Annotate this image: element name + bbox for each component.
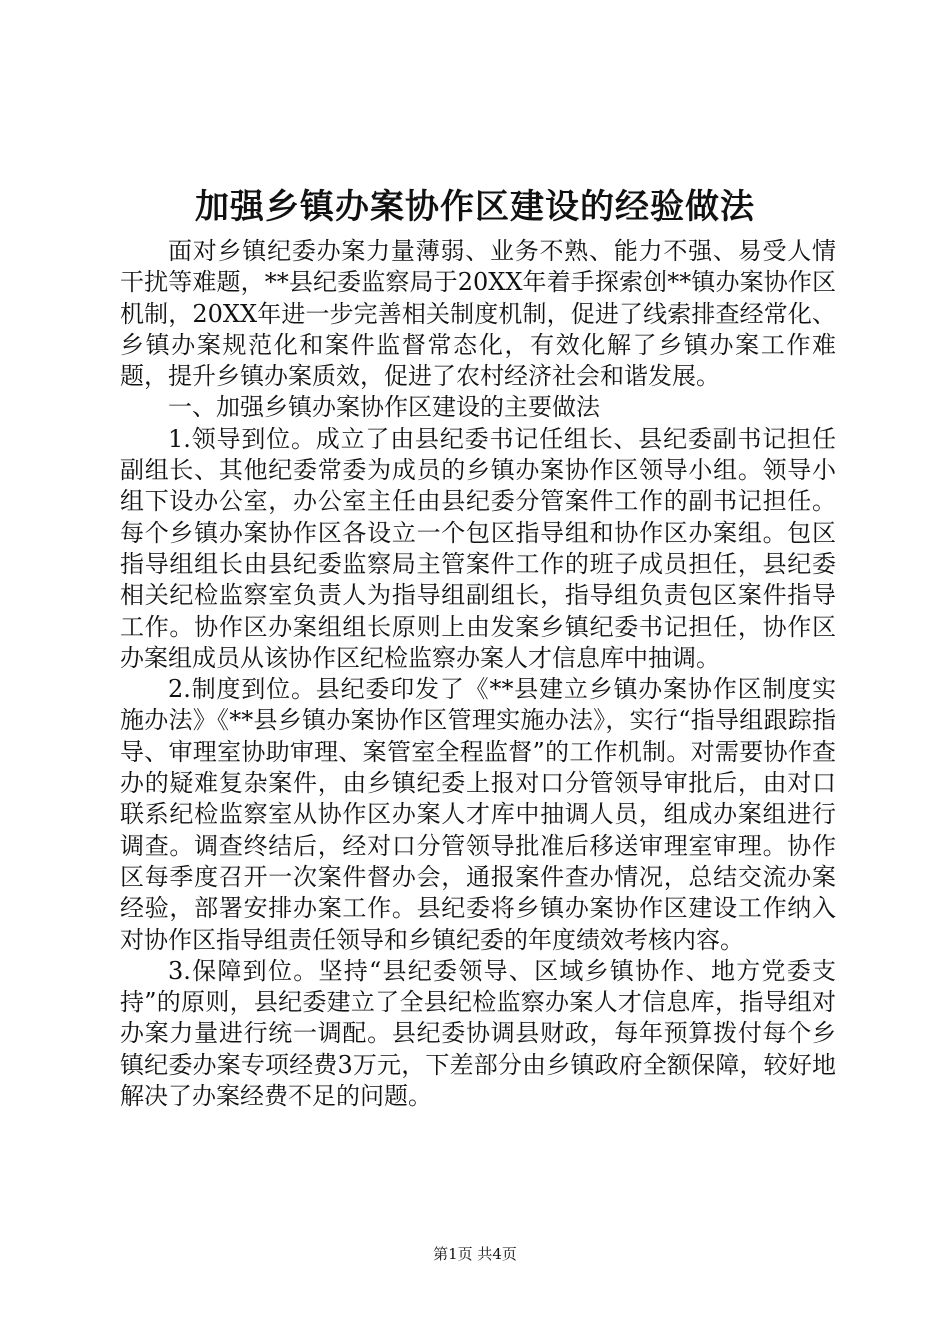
guarantee-paragraph: 3.保障到位。坚持“县纪委领导、区域乡镇协作、地方党委支持”的原则，县纪委建立了全县纪检监察办案人才信息库，指导组对办案力量进行统一调配。县纪委协调县财政，每年预算拨付每个乡镇纪委办案专项经费3万元，下差部分由乡镇政府全额保障，较好地解决了办案经费不足的问题。: [120, 956, 836, 1111]
system-paragraph: 2.制度到位。县纪委印发了《**县建立乡镇办案协作区制度实施办法》《**县乡镇办案协作区管理实施办法》，实行“指导组跟踪指导、审理室协助审理、案管室全程监督”的工作机制。对需要协作查办的疑难复杂案件，由乡镇纪委上报对口分管领导审批后，由对口联系纪检监察室从协作区办案人才库中抽调人员，组成办案组进行调查。调查终结后，经对口分管领导批准后移送审理室审理。协作区每季度召开一次案件督办会，通报案件查办情况，总结交流办案经验，部署安排办案工作。县纪委将乡镇办案协作区建设工作纳入对协作区指导组责任领导和乡镇纪委的年度绩效考核内容。: [120, 675, 836, 954]
section-heading: 一、加强乡镇办案协作区建设的主要做法: [168, 393, 600, 422]
page-footer: 第1页 共4页: [433, 1245, 517, 1263]
document-body: [120, 236, 836, 1112]
document-title: 加强乡镇办案协作区建设的经验做法: [195, 187, 755, 227]
intro-paragraph: 面对乡镇纪委办案力量薄弱、业务不熟、能力不强、易受人情干扰等难题，**县纪委监察局于20XX年着手探索创**镇办案协作区机制，20XX年进一步完善相关制度机制，促进了线索排查经常化、乡镇办案规范化和案件监督常态化，有效化解了乡镇办案工作难题，提升乡镇办案质效，促进了农村经济社会和谐发展。: [120, 237, 836, 391]
leadership-paragraph: 1.领导到位。成立了由县纪委书记任组长、县纪委副书记担任副组长、其他纪委常委为成员的乡镇办案协作区领导小组。领导小组下设办公室，办公室主任由县纪委分管案件工作的副书记担任。每个乡镇办案协作区各设立一个包区指导组和协作区办案组。包区指导组组长由县纪委监察局主管案件工作的班子成员担任，县纪委相关纪检监察室负责人为指导组副组长，指导组负责包区案件指导工作。协作区办案组组长原则上由发案乡镇纪委书记担任，协作区办案组成员从该协作区纪检监察办案人才信息库中抽调。: [120, 424, 836, 672]
